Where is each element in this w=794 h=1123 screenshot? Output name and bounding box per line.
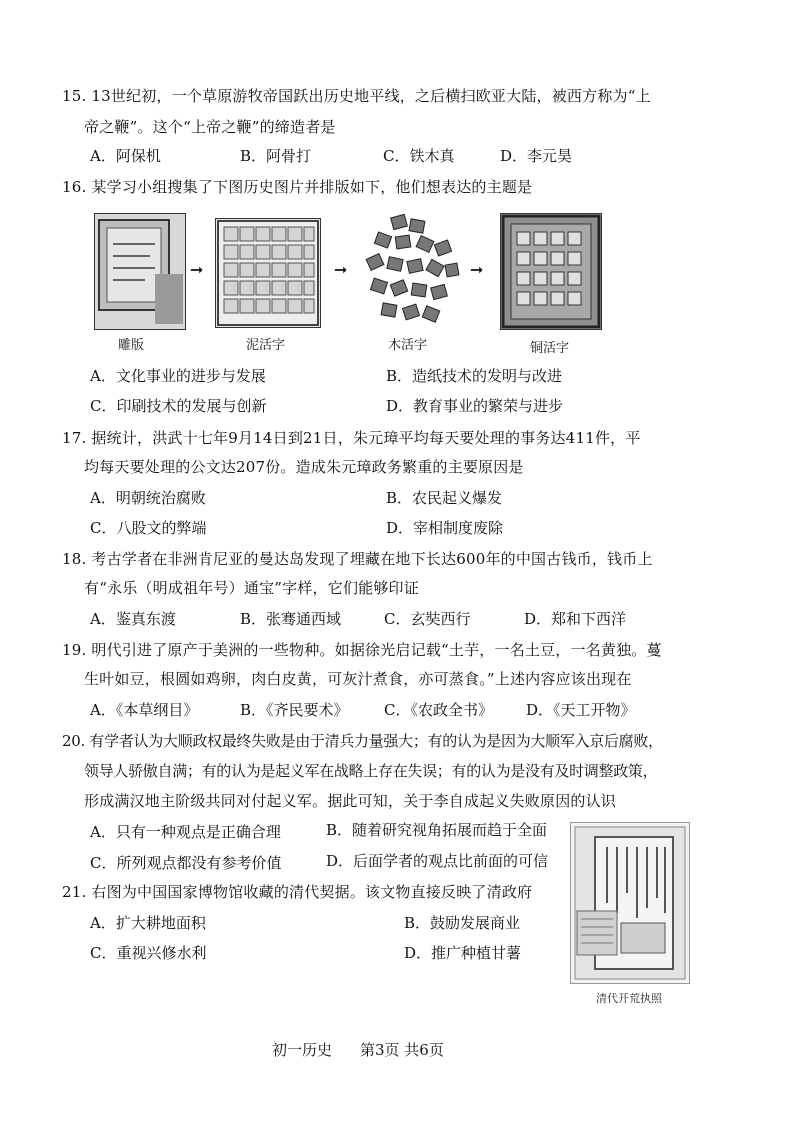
q17-stem-line2: 均每天要处理的公文达207份。造成朱元璋政务繁重的主要原因是 [84, 458, 524, 476]
q18-option-c: C．玄奘西行 [384, 610, 471, 628]
q19-stem-line2: 生叶如豆，根圆如鸡卵，肉白皮黄，可灰汁煮食，亦可蒸食。”上述内容应该出现在 [84, 670, 632, 688]
q20-stem-line1: 20. 有学者认为大顺政权最终失败是由于清兵力量强大；有的认为是因为大顺军入京后腐败， [62, 732, 663, 750]
q18-option-d: D．郑和下西洋 [524, 610, 627, 628]
q17-stem-line1: 17. 据统计，洪武十七年9月14日到21日，朱元璋平均每天要处理的事务达411件，平 [62, 429, 641, 447]
arrow-right-icon: ➞ [470, 260, 484, 279]
footer-subject: 初一历史 [272, 1041, 333, 1059]
q21-option-d: D．推广种植甘薯 [404, 944, 522, 962]
q18-stem-line2: 有“永乐（明成祖年号）通宝”字样，它们能够印证 [84, 579, 419, 597]
deed-image-caption: 清代开荒执照 [596, 992, 662, 1005]
q18-option-b: B．张骞通西域 [240, 610, 342, 628]
wood-type-image [362, 212, 460, 328]
caption-wood-type: 木活字 [388, 338, 428, 353]
q19-option-c: C．《农政全书》 [384, 701, 493, 719]
q15-option-a: A．阿保机 [90, 147, 161, 165]
q16-option-a: A．文化事业的进步与发展 [90, 367, 266, 385]
q15-stem-line2: 帝之鞭”。这个“上帝之鞭”的缔造者是 [84, 118, 336, 136]
arrow-right-icon: ➞ [190, 260, 204, 279]
q20-option-d: D．后面学者的观点比前面的可信 [326, 852, 549, 870]
q21-option-c: C．重视兴修水利 [90, 944, 207, 962]
caption-bronze-type: 铜活字 [530, 341, 570, 356]
q16-stem-line1: 16. 某学习小组搜集了下图历史图片并排版如下，他们想表达的主题是 [62, 178, 533, 196]
q20-option-c: C．所列观点都没有参考价值 [90, 854, 282, 872]
q20-stem-line2: 领导人骄傲自满；有的认为是起义军在战略上存在失误；有的认为是没有及时调整政策， [84, 762, 658, 780]
q19-option-d: D．《天工开物》 [526, 701, 636, 719]
q19-option-a: A．《本草纲目》 [90, 701, 199, 719]
caption-woodblock: 雕版 [118, 338, 145, 353]
q20-option-a: A．只有一种观点是正确合理 [90, 823, 281, 841]
q21-stem-line1: 21. 右图为中国国家博物馆收藏的清代契据。该文物直接反映了清政府 [62, 883, 533, 901]
q17-option-b: B．农民起义爆发 [386, 489, 503, 507]
clay-type-image [215, 218, 321, 328]
footer-page-number: 第3页 共6页 [360, 1041, 444, 1059]
q15-option-d: D．李元昊 [500, 147, 573, 165]
q17-option-c: C．八股文的弊端 [90, 519, 207, 537]
q16-option-d: D．教育事业的繁荣与进步 [386, 397, 564, 415]
q15-option-b: B．阿骨打 [240, 147, 312, 165]
q16-option-c: C．印刷技术的发展与创新 [90, 397, 267, 415]
q21-option-a: A．扩大耕地面积 [90, 914, 206, 932]
q21-option-b: B．鼓励发展商业 [404, 914, 521, 932]
q20-option-b: B．随着研究视角拓展而趋于全面 [326, 821, 548, 839]
q20-stem-line3: 形成满汉地主阶级共同对付起义军。据此可知，关于李自成起义失败原因的认识 [84, 792, 617, 810]
woodblock-image [94, 213, 186, 330]
q17-option-a: A．明朝统治腐败 [90, 489, 206, 507]
caption-clay-type: 泥活字 [246, 338, 286, 353]
q18-option-a: A．鉴真东渡 [90, 610, 176, 628]
q19-stem-line1: 19. 明代引进了原产于美洲的一些物种。如据徐光启记载“土芋，一名土豆，一名黄独。蔓 [62, 641, 662, 659]
q19-option-b: B．《齐民要术》 [240, 701, 349, 719]
arrow-right-icon: ➞ [334, 260, 348, 279]
q17-option-d: D．宰相制度废除 [386, 519, 504, 537]
q15-stem-line1: 15. 13世纪初，一个草原游牧帝国跃出历史地平线，之后横扫欧亚大陆，被西方称为“上 [62, 87, 651, 105]
q18-stem-line1: 18. 考古学者在非洲肯尼亚的曼达岛发现了埋藏在地下长达600年的中国古钱币，钱币上 [62, 550, 653, 568]
q16-option-b: B．造纸技术的发明与改进 [386, 367, 563, 385]
q15-option-c: C．铁木真 [383, 147, 455, 165]
qing-deed-image [570, 822, 690, 984]
bronze-type-image [500, 213, 602, 330]
